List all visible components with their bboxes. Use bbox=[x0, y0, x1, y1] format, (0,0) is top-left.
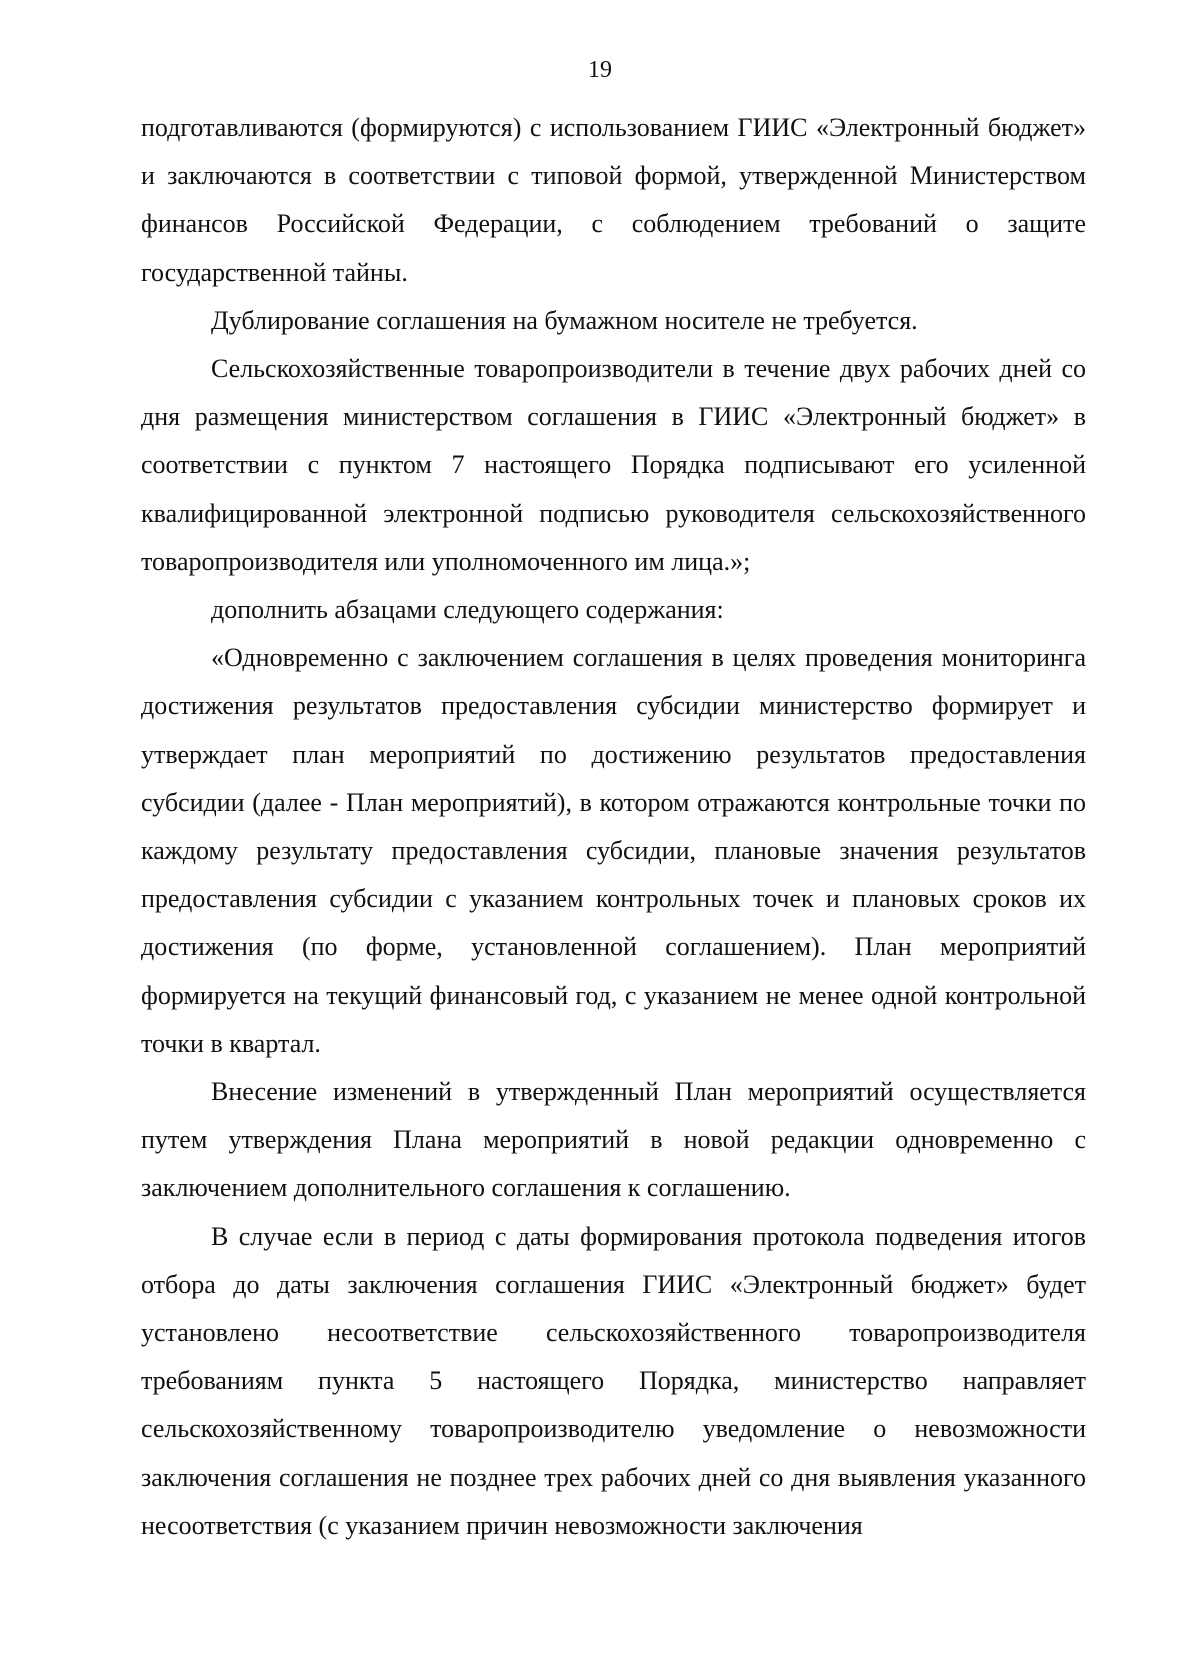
paragraph: Внесение изменений в утвержденный План мероприятий осуществляется путем утверждения Плана мероприятий в новой редакции одновременно с заключением дополнительного соглашения к соглашению. bbox=[141, 1077, 1086, 1203]
paragraph: В случае если в период с даты формирования протокола подведения итогов отбора до даты заключения соглашения ГИИС «Электронный бюджет» будет установлено несоответствие сельскохозяйственного товаропроизводителя требованиям пункта 5 настоящего Порядка, министерство направляет сельскохозяйственному товаропроизводителю уведомление о невозможности заключения соглашения не позднее трех рабочих дней со дня выявления указанного несоответствия (с указанием причин невозможности заключения bbox=[141, 1221, 1086, 1540]
paragraph: дополнить абзацами следующего содержания: bbox=[211, 595, 724, 625]
paragraph: Дублирование соглашения на бумажном носителе не требуется. bbox=[211, 305, 918, 335]
paragraph-continuation: подготавливаются (формируются) с использованием ГИИС «Электронный бюджет» и заключаются в соответствии с типовой формой, утвержденной Министерством финансов Российской Федерации, с соблюдением требований о защите государственной тайны. bbox=[141, 113, 1086, 287]
page-number: 19 bbox=[588, 57, 612, 83]
paragraph: «Одновременно с заключением соглашения в целях проведения мониторинга достижения результатов предоставления субсидии министерство формирует и утверждает план мероприятий по достижению результатов предоставления субсидии (далее - План мероприятий), в котором отражаются контрольные точки по каждому результату предоставления субсидии, плановые значения результатов предоставления субсидии с указанием контрольных точек и плановых сроков их достижения (по форме, установленной соглашением). План мероприятий формируется на текущий финансовый год, с указанием не менее одной контрольной точки в квартал. bbox=[141, 643, 1086, 1058]
paragraph: Сельскохозяйственные товаропроизводители в течение двух рабочих дней со дня размещения министерством соглашения в ГИИС «Электронный бюджет» в соответствии с пунктом 7 настоящего Порядка подписывают его усиленной квалифицированной электронной подписью руководителя сельскохозяйственного товаропроизводителя или уполномоченного им лица.»; bbox=[141, 354, 1086, 576]
document-body bbox=[141, 104, 1086, 1550]
